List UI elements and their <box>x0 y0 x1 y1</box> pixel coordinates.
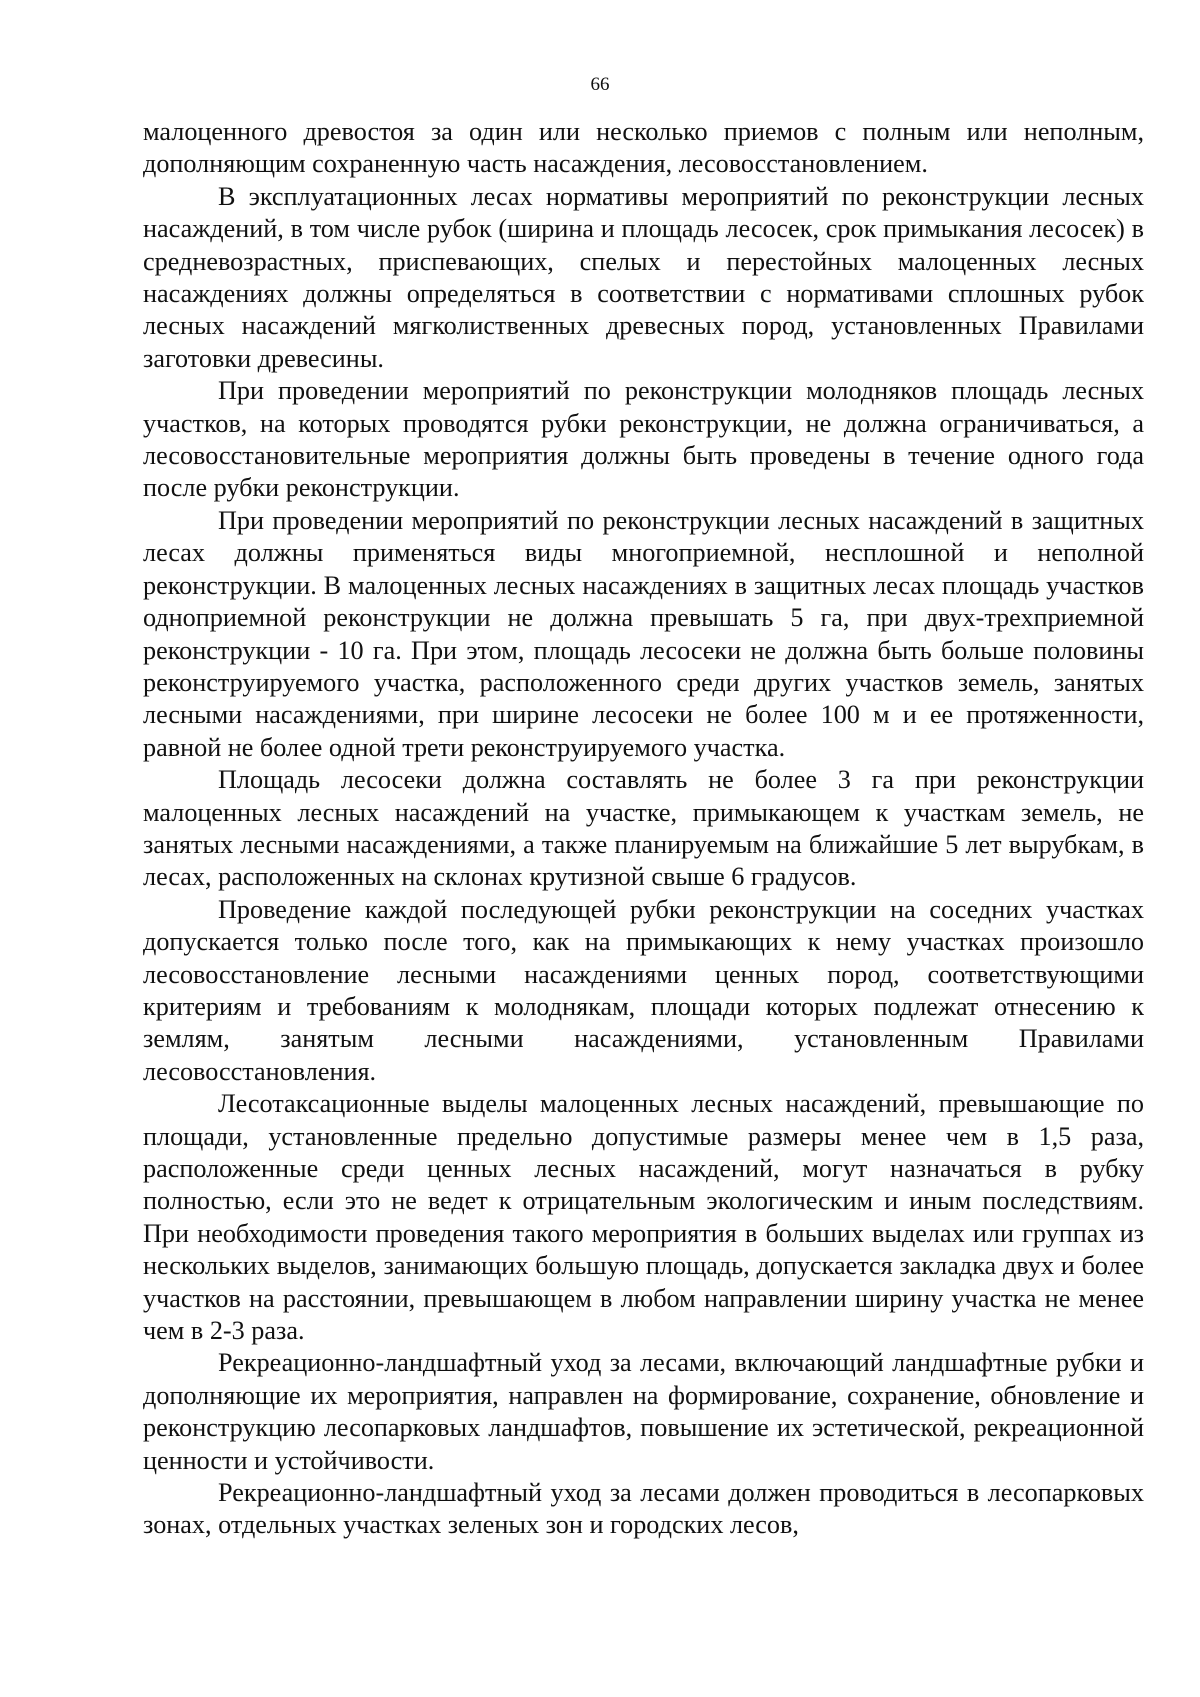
paragraph: Площадь лесосеки должна составлять не более 3 га при реконструкции малоценных лесных насаждений на участке, примыкающем к участкам земель, не занятых лесными насаждениями, а также планируемым на ближайшие 5 лет вырубкам, в лесах, расположенных на склонах крутизной свыше 6 градусов. <box>143 765 1144 892</box>
page-number: 66 <box>590 74 610 95</box>
paragraph: При проведении мероприятий по реконструкции молодняков площадь лесных участков, на которых проводятся рубки реконструкции, не должна ограничиваться, а лесовосстановительные мероприятия должны быть проведены в течение одного года после рубки реконструкции. <box>143 376 1144 503</box>
paragraph-truncated: Рекреационно-ландшафтный уход за лесами должен проводиться в лесопарковых зонах, отдельных участках зеленых зон и городских лесов, <box>143 1478 1144 1540</box>
document-body <box>143 116 1144 1542</box>
paragraph: В эксплуатационных лесах нормативы мероприятий по реконструкции лесных насаждений, в том числе рубок (ширина и площадь лесосек, срок примыкания лесосек) в средневозрастных, приспевающих, спелых и перестойных малоценных лесных насаждениях должны определяться в соответствии с нормативами сплошных рубок лесных насаждений мягколиственных древесных пород, установленных Правилами заготовки древесины. <box>143 181 1144 373</box>
paragraph: Лесотаксационные выделы малоценных лесных насаждений, превышающие по площади, установленные предельно допустимые размеры менее чем в 1,5 раза, расположенные среди ценных лесных насаждений, могут назначаться в рубку полностью, если это не ведет к отрицательным экологическим и иным последствиям. При необходимости проведения такого мероприятия в больших выделах или группах из нескольких выделов, занимающих большую площадь, допускается закладка двух и более участков на расстоянии, превышающем в любом направлении ширину участка не менее чем в 2-3 раза. <box>143 1089 1144 1346</box>
paragraph-continuation: малоценного древостоя за один или несколько приемов с полным или неполным, дополняющим сохраненную часть насаждения, лесовосстановлением. <box>143 117 1144 179</box>
paragraph: Проведение каждой последующей рубки реконструкции на соседних участках допускается только после того, как на примыкающих к нему участках произошло лесовосстановление лесными насаждениями ценных пород, соответствующими критериям и требованиям к молоднякам, площади которых подлежат отнесению к землям, занятым лесными насаждениями, установленным Правилами лесовосстановления. <box>143 894 1144 1086</box>
paragraph: При проведении мероприятий по реконструкции лесных насаждений в защитных лесах должны применяться виды многоприемной, несплошной и неполной реконструкции. В малоценных лесных насаждениях в защитных лесах площадь участков одноприемной реконструкции не должна превышать 5 га, при двух-трехприемной реконструкции - 10 га. При этом, площадь лесосеки не должна быть больше половины реконструируемого участка, расположенного среди других участков земель, занятых лесными насаждениями, при ширине лесосеки не более 100 м и ее протяженности, равной не более одной трети реконструируемого участка. <box>143 505 1144 762</box>
paragraph: Рекреационно-ландшафтный уход за лесами, включающий ландшафтные рубки и дополняющие их мероприятия, направлен на формирование, сохранение, обновление и реконструкцию лесопарковых ландшафтов, повышение их эстетической, рекреационной ценности и устойчивости. <box>143 1348 1144 1475</box>
